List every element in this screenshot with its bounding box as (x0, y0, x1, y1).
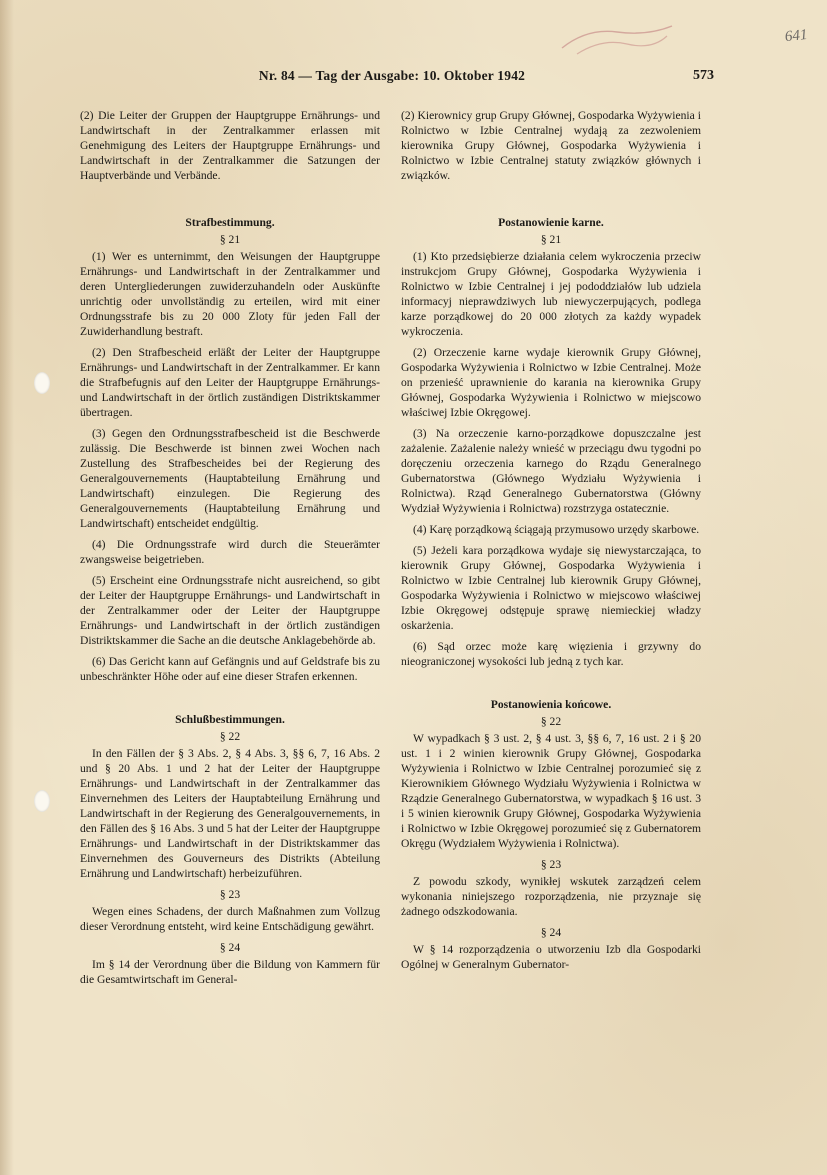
section-number-24: § 24 (219, 941, 241, 954)
paragraph-22: W wypadkach § 3 ust. 2, § 4 ust. 3, §§ 6, 7, 16 ust. 2 i § 20 ust. 1 i 2 winien kierownik Grupy Głównej, Gospodarka Wyżywienia i Rolnictwo w Izbie Centralnej porozumieć się z Kierownikiem Głównego Wydziału Wyżywienia i Rolnictwa w Rządzie Generalnego Gubernatorstwa, w wypadkach § 16 ust. 3 i 5 winien kierownik Grupy Głównej, Gospodarka Wyżywienia i Rolnictwo w Izbie Okręgowej porozumieć się z Gubernatorem Okręgu (Wydziałem Wyżywienia i Rolnictwa). (401, 732, 701, 850)
section-number-23: § 23 (540, 858, 562, 871)
paragraph-24: Im § 14 der Verordnung über die Bildung von Kammern für die Gesamtwirtschaft im General- (80, 958, 380, 986)
paragraph-22: In den Fällen der § 3 Abs. 2, § 4 Abs. 3, §§ 6, 7, 16 Abs. 2 und § 20 Abs. 1 und 2 hat der Leiter der Hauptgruppe Ernährungs- und Landwirtschaft in der Zentralkammer das Einvernehmen des Leiters der Hauptabteilung Ernährung und Landwirtschaft in der Regierung des Generalgouvernements, in den Fällen des § 16 Abs. 3 und 5 hat der Leiter der Hauptgruppe Ernährungs- und Landwirtschaft in der Distriktskammer das Einvernehmen des Gouverneurs des Distrikts (Abteilung Ernährung und Landwirtschaft) herbeizuführen. (80, 747, 380, 880)
paragraph-21-4: (4) Die Ordnungsstrafe wird durch die Steuerämter zwangsweise beigetrieben. (80, 538, 380, 566)
paragraph-23: Z powodu szkody, wynikłej wskutek zarządzeń celem wykonania niniejszego rozporządzenia, nie przyznaje się żadnego odszkodowania. (401, 875, 701, 918)
paragraph-21-4: (4) Karę porządkową ściągają przymusowo urzędy skarbowe. (413, 523, 700, 536)
section-heading-penalty: Strafbestimmung. (185, 216, 275, 229)
intro-paragraph: (2) Kierownicy grup Grupy Głównej, Gospodarka Wyżywienia i Rolnictwo w Izbie Centralnej wydają za zezwoleniem kierownika Grupy Głównej, Gospodarka Wyżywienia i Rolnictwo w Izbie Centralnej statuty związków głównych i związków. (401, 109, 701, 182)
pencil-page-note: 641 (783, 26, 808, 46)
paragraph-21-5: (5) Jeżeli kara porządkowa wydaje się niewystarczająca, to kierownik Grupy Głównej, Gospodarka Wyżywienia i Rolnictwo w Izbie Centralnej lub kierownik Grupy Głównej, Gospodarka Wyżywienia i Rolnictwo w miejscowo właściwej Izbie Okręgowej odstępuje sprawę niemieckiej władzy oskarżenia. (401, 544, 701, 632)
german-column (80, 108, 380, 993)
page-number: 573 (693, 68, 714, 83)
section-number-21: § 21 (219, 233, 241, 246)
paragraph-21-6: (6) Sąd orzec może karę więzienia i grzywny do nieograniczonej wysokości lub jedną z tych kar. (401, 640, 701, 668)
paragraph-23: Wegen eines Schadens, der durch Maßnahmen zum Vollzug dieser Verordnung entsteht, wird keine Entschädigung gewährt. (80, 905, 380, 933)
paragraph-21-3: (3) Gegen den Ordnungsstrafbescheid ist die Beschwerde zulässig. Die Beschwerde ist binnen zwei Wochen nach Zustellung des Strafbescheides bei der Regierung des Generalgouvernements (Hauptabteilung Ernährung und Landwirtschaft) einzulegen. Die Regierung des Generalgouvernements (Hauptabteilung Ernährung und Landwirtschaft) entscheidet endgültig. (80, 427, 380, 530)
section-number-22: § 22 (540, 715, 562, 728)
section-number-23: § 23 (219, 888, 241, 901)
punch-hole-top (34, 372, 50, 394)
paragraph-21-2: (2) Orzeczenie karne wydaje kierownik Grupy Głównej, Gospodarka Wyżywienia i Rolnictwo w Izbie Centralnej. Może on przenieść uprawnienie do karania na kierownika Grupy Głównej, Gospodarka Wyżywienia i Rolnictwo w miejscowo właściwej Izbie Okręgowej. (401, 346, 701, 419)
paragraph-24: W § 14 rozporządzenia o utworzeniu Izb dla Gospodarki Ogólnej w Generalnym Gubernator- (401, 943, 701, 971)
pencil-scribble-mark (557, 18, 677, 58)
page-header (70, 68, 714, 90)
section-number-24: § 24 (540, 926, 562, 939)
intro-paragraph: (2) Die Leiter der Gruppen der Hauptgruppe Ernährungs- und Landwirtschaft in der Zentralkammer erlassen mit Genehmigung des Leiters der Hauptgruppe Ernährungs- und Landwirtschaft in der Zentralkammer die Satzungen der Hauptverbände und Verbände. (80, 109, 380, 182)
punch-hole-bottom (34, 790, 50, 812)
polish-column (401, 108, 701, 978)
paragraph-21-1: (1) Kto przedsiębierze działania celem wykroczenia przeciw instrukcjom Grupy Głównej, Gospodarka Wyżywienia i Rolnictwo w Izbie Centralnej i jej pododdziałów lub udziela informacyj nieprawdziwych lub niewyczerpujących, podlega karze porządkowej do 20 000 złotych za każdy wypadek wykroczenia. (401, 250, 701, 338)
section-number-21: § 21 (540, 233, 562, 246)
section-heading-final: Schlußbestimmungen. (175, 713, 285, 726)
page-edge-shadow (0, 0, 14, 1175)
paragraph-21-6: (6) Das Gericht kann auf Gefängnis und auf Geldstrafe bis zu unbeschränkter Höhe oder auf eine dieser Strafen erkennen. (80, 655, 380, 683)
section-number-22: § 22 (219, 730, 241, 743)
paragraph-21-2: (2) Den Strafbescheid erläßt der Leiter der Hauptgruppe Ernährungs- und Landwirtschaft in der Zentralkammer. Er kann die Strafbefugnis auf den Leiter der Hauptgruppe Ernährungs- und Landwirtschaft in der örtlich zuständigen Distriktskammer übertragen. (80, 346, 380, 419)
issue-title: Nr. 84 — Tag der Ausgabe: 10. Oktober 1942 (258, 68, 526, 83)
paragraph-21-1: (1) Wer es unternimmt, den Weisungen der Hauptgruppe Ernährungs- und Landwirtschaft in der Zentralkammer und deren Untergliederungen zuwiderzuhandeln oder Auskünfte unrichtig oder unvollständig zu erteilen, wird mit einer Ordnungsstrafe bis zu 20 000 Zloty für jeden Fall der Zuwiderhandlung bestraft. (80, 250, 380, 338)
section-heading-final: Postanowienia końcowe. (490, 698, 612, 711)
paragraph-21-3: (3) Na orzeczenie karno-porządkowe dopuszczalne jest zażalenie. Zażalenie należy wnieść w przeciągu dwu tygodni po doręczeniu orzeczenia karnego do Rządu Generalnego Gubernatorstwa (Głównego Wydziału Wyżywienia i Rolnictwa). Rząd Generalnego Gubernatorstwa (Główny Wydział Wyżywienia i Rolnictwa) rozstrzyga ostatecznie. (401, 427, 701, 515)
paragraph-21-5: (5) Erscheint eine Ordnungsstrafe nicht ausreichend, so gibt der Leiter der Hauptgruppe Ernährungs- und Landwirtschaft in der Zentralkammer oder der Leiter der Hauptgruppe Ernährungs- und Landwirtschaft in der örtlich zuständigen Distriktskammer die Sache an die deutsche Anklagebehörde ab. (80, 574, 380, 647)
section-heading-penalty: Postanowienie karne. (498, 216, 604, 229)
